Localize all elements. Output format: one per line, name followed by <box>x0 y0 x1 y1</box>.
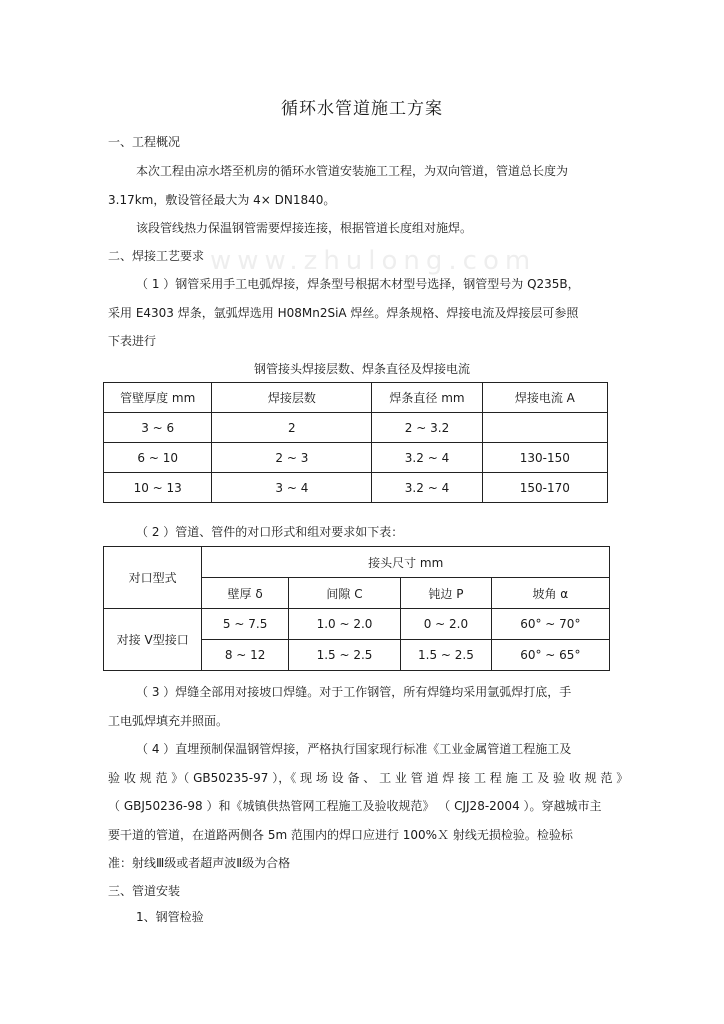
table-cell: 60° ~ 65° <box>491 640 609 671</box>
header-cell: 间隙 C <box>288 578 400 609</box>
table-row <box>104 413 608 443</box>
table-row <box>104 473 608 503</box>
s1-paragraph-2: 该段管线热力保温钢管需要焊接连接，根据管道长度组对施焊。 <box>136 221 473 235</box>
header-cell: 焊接层数 <box>212 383 372 413</box>
s2-paragraph-1-line-1: （ 1 ）钢管采用手工电弧焊接，焊条型号根据木材型号选择，钢管型号为 Q235B， <box>136 277 580 291</box>
table-cell: 3 ~ 4 <box>212 473 372 503</box>
section-3-heading: 三、管道安装 <box>108 884 181 898</box>
document-title: 循环水管道施工方案 <box>281 99 443 119</box>
table-cell: 130-150 <box>482 443 607 473</box>
table-cell: 2 ~ 3.2 <box>372 413 482 443</box>
table-cell: 10 ~ 13 <box>104 473 212 503</box>
table-cell: 8 ~ 12 <box>202 640 289 671</box>
table-header-row <box>104 383 608 413</box>
s1-paragraph-1-line-2: 3.17km，敷设管径最大为 4× DN1840。 <box>108 193 336 207</box>
table-cell: 150-170 <box>482 473 607 503</box>
s2-paragraph-3-line-2: 工电弧焊填充并照面。 <box>108 714 229 728</box>
table-cell <box>482 413 607 443</box>
header-cell: 钝边 P <box>401 578 491 609</box>
table-cell: 5 ~ 7.5 <box>202 609 289 640</box>
table-cell: 3.2 ~ 4 <box>372 443 482 473</box>
header-cell: 坡角 α <box>491 578 609 609</box>
header-cell: 管壁厚度 mm <box>104 383 212 413</box>
table-cell: 2 ~ 3 <box>212 443 372 473</box>
table-row <box>104 443 608 473</box>
s2-paragraph-4-line-3: （ GBJ50236-98 ）和《城镇供热管网工程施工及验收规范》 （ CJJ28-2004 ）。穿越城市主 <box>108 799 602 813</box>
s2-paragraph-4-line-1: （ 4 ）直埋预制保温钢管焊接，严格执行国家现行标准《工业金属管道工程施工及 <box>136 742 572 756</box>
table-cell: 1.5 ~ 2.5 <box>401 640 491 671</box>
s2-paragraph-1-line-3: 下表进行 <box>108 334 157 348</box>
header-cell: 焊条直径 mm <box>372 383 482 413</box>
s2-paragraph-1-line-2: 采用 E4303 焊条，氩弧焊选用 H08Mn2SiA 焊丝。焊条规格、焊接电流及焊接层可参照 <box>108 306 579 320</box>
section-1-heading: 一、工程概况 <box>108 135 181 149</box>
table-cell: 60° ~ 70° <box>491 609 609 640</box>
watermark: www.zhulong.com <box>210 246 537 276</box>
header-cell: 壁厚 δ <box>202 578 289 609</box>
row-label-cell: 对接 V型接口 <box>104 609 202 671</box>
s1-paragraph-1-line-1: 本次工程由凉水塔至机房的循环水管道安装施工工程，为双向管道，管道总长度为 <box>136 164 569 178</box>
table-row <box>104 609 610 640</box>
table-cell: 3.2 ~ 4 <box>372 473 482 503</box>
s2-paragraph-4-line-4: 要干道的管道，在道路两侧各 5m 范围内的焊口应进行 100%Ｘ 射线无损检验。检验标 <box>108 828 573 842</box>
joint-form-table <box>103 546 610 671</box>
header-cell: 对口型式 <box>104 547 202 609</box>
welding-params-table <box>103 382 608 503</box>
s2-paragraph-2: （ 2 ）管道、管件的对口形式和组对要求如下表： <box>136 525 404 539</box>
table-cell: 0 ~ 2.0 <box>401 609 491 640</box>
s3-subheading-1: 1、钢管检验 <box>136 910 204 924</box>
header-cell: 焊接电流 A <box>482 383 607 413</box>
table-1-caption: 钢管接头焊接层数、焊条直径及焊接电流 <box>253 362 470 376</box>
s2-paragraph-4-line-2: 验 收 规 范 》（ GB50235-97 ），《 现 场 设 备 、 工 业 管 道 焊 接 工 程 施 工 及 验 收 规 范 》 <box>108 771 629 785</box>
table-cell: 1.5 ~ 2.5 <box>288 640 400 671</box>
table-header-row <box>104 547 610 578</box>
table-cell: 6 ~ 10 <box>104 443 212 473</box>
s2-paragraph-3-line-1: （ 3 ）焊缝全部用对接坡口焊缝。对于工作钢管，所有焊缝均采用氩弧焊打底，手 <box>136 685 572 699</box>
table-cell: 3 ~ 6 <box>104 413 212 443</box>
section-2-heading: 二、焊接工艺要求 <box>108 249 205 263</box>
s2-paragraph-4-line-5: 准：射线Ⅲ级或者超声波Ⅱ级为合格 <box>108 856 291 870</box>
table-cell: 1.0 ~ 2.0 <box>288 609 400 640</box>
table-cell: 2 <box>212 413 372 443</box>
header-cell: 接头尺寸 mm <box>202 547 610 578</box>
